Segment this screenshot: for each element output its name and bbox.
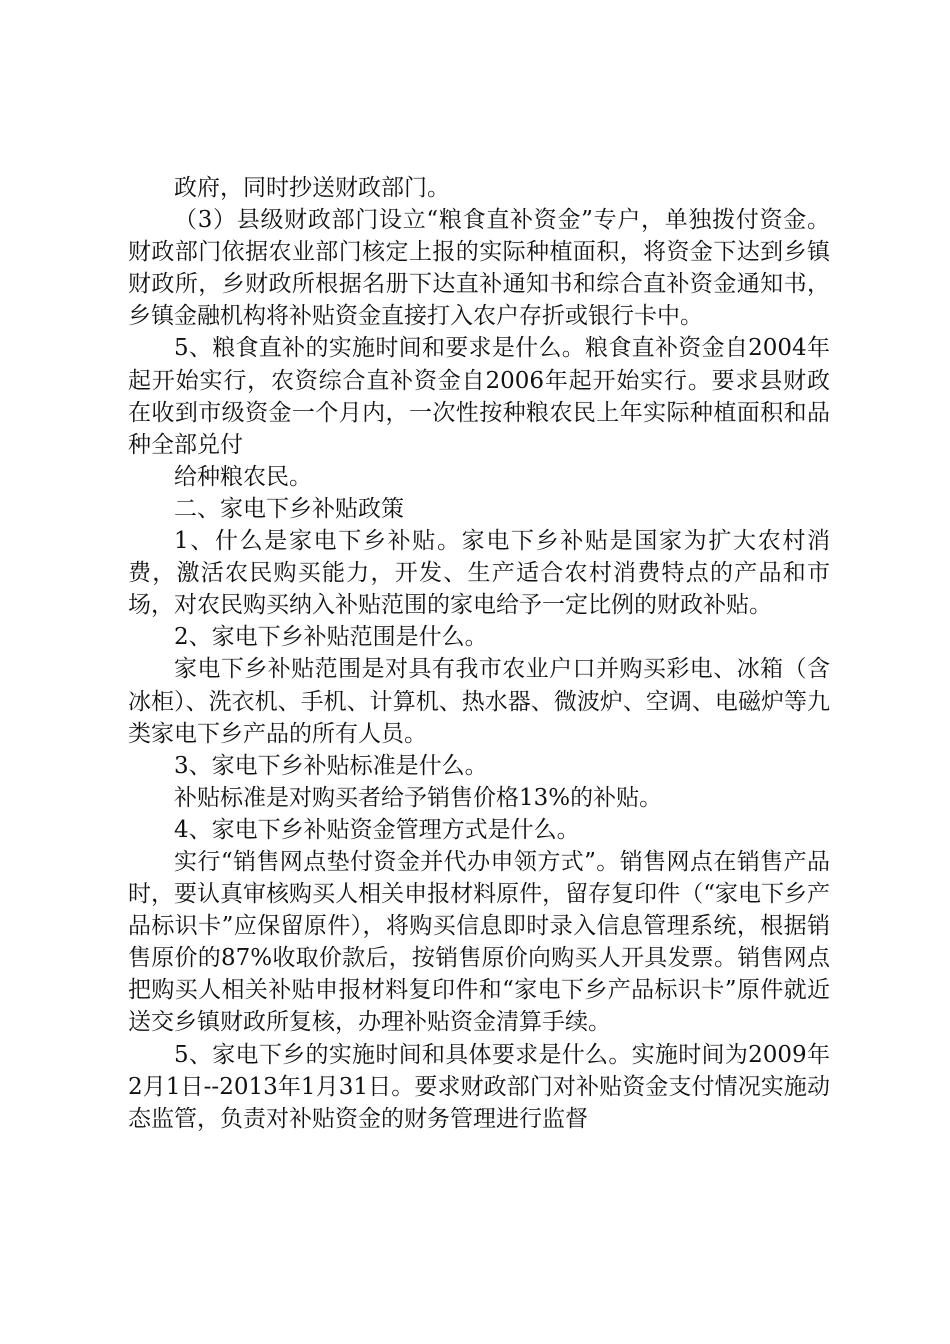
paragraph-7: 2、家电下乡补贴范围是什么。: [174, 624, 488, 651]
paragraph-2: （3）县级财政部门设立“粮食直补资金”专户，单独拨付资金。财政部门依据农业部门核定上报的实际种植面积，将资金下达到乡镇财政所，乡财政所根据名册下达直补通知书和综合直补资金通知书，乡镇金融机构将补贴资金直接打入农户存折或银行卡中。: [128, 207, 830, 330]
paragraph-3: 5、粮食直补的实施时间和要求是什么。粮食直补资金自2004年起开始实行，农资综合直补资金自2006年起开始实行。要求县财政在收到市级资金一个月内，一次性按种粮农民上年实际种植面积和品种全部兑付: [128, 335, 830, 458]
paragraph-9: 3、家电下乡补贴标准是什么。: [174, 752, 488, 779]
paragraph-13: 5、家电下乡的实施时间和具体要求是什么。实施时间为2009年2月1日--2013年1月31日。要求财政部门对补贴资金支付情况实施动态监管，负责对补贴资金的财务管理进行监督: [128, 1041, 830, 1132]
paragraph-12: 实行“销售网点垫付资金并代办申领方式”。销售网点在销售产品时，要认真审核购买人相关申报材料原件，留存复印件（“家电下乡产品标识卡”应保留原件），将购买信息即时录入信息管理系统，根据销售原价的87%收取价款后，按销售原价向购买人开具发票。销售网点把购买人相关补贴申报材料复印件和“家电下乡产品标识卡”原件就近送交乡镇财政所复核，办理补贴资金清算手续。: [128, 848, 830, 1036]
section-heading: 二、家电下乡补贴政策: [174, 495, 404, 522]
paragraph-1: 政府，同时抄送财政部门。: [174, 175, 450, 201]
paragraph-6: 1、什么是家电下乡补贴。家电下乡补贴是国家为扩大农村消费，激活农民购买能力，开发、生产适合农村消费特点的产品和市场，对农民购买纳入补贴范围的家电给予一定比例的财政补贴。: [128, 528, 830, 619]
paragraph-10: 补贴标准是对购买者给予销售价格13%的补贴。: [174, 784, 663, 811]
paragraph-8: 家电下乡补贴范围是对具有我市农业户口并购买彩电、冰箱（含冰柜）、洗衣机、手机、计算机、热水器、微波炉、空调、电磁炉等九类家电下乡产品的所有人员。: [128, 656, 830, 747]
paragraph-4: 给种粮农民。: [174, 463, 312, 490]
paragraph-11: 4、家电下乡补贴资金管理方式是什么。: [174, 816, 580, 843]
document-body: [128, 172, 830, 1135]
